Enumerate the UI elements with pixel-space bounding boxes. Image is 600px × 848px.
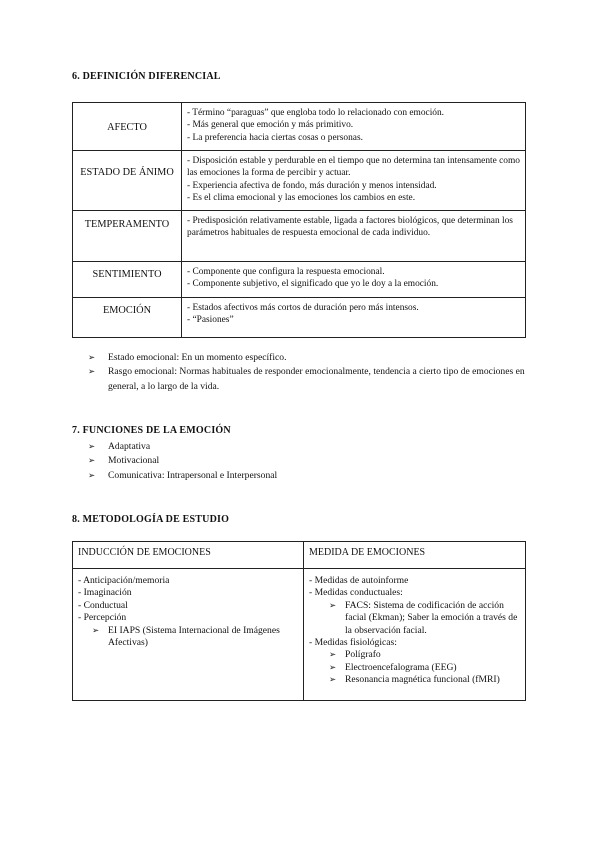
section-7-title: 7. FUNCIONES DE LA EMOCIÓN [72,425,231,436]
description-line: - Componente que configura la respuesta emocional. [187,267,385,277]
note-text: Rasgo emocional: Normas habituales de responder emocionalmente, tendencia a cierto tipo de emociones en general, a lo largo de la vida. [108,366,525,392]
list-item [78,625,298,650]
section-6-title: 6. DEFINICIÓN DIFERENCIAL [72,71,221,82]
arrow-bullet-icon: ➢ [92,625,100,636]
perception-sublist [78,625,298,650]
column-header-measurement: MEDIDA DE EMOCIONES [304,542,526,569]
arrow-bullet-icon: ➢ [88,353,96,363]
arrow-bullet-icon: ➢ [88,456,96,467]
table-row [73,103,526,151]
term-cell: ESTADO DE ÁNIMO [73,151,182,211]
list-item [309,674,520,686]
emotion-functions-list [88,440,528,483]
description-line: - Más general que emoción y más primitivo. [187,120,354,131]
list-item [309,600,520,637]
section-8-title: 8. METODOLOGÍA DE ESTUDIO [72,514,230,525]
description-line: - Disposición estable y perdurable en el tiempo que no determina tan intensamente como las emociones la forma de percibir y actuar. [187,156,520,179]
term-cell: EMOCIÓN [73,298,182,338]
description-line: - “Pasiones” [187,315,234,326]
induction-line: - Imaginación [78,587,132,599]
description-cell [182,211,526,262]
description-line: - Componente subjetivo, el significado que yo le doy a la emoción. [187,279,439,290]
list-item [309,649,520,661]
list-item [88,454,528,468]
table-row [73,151,526,211]
arrow-bullet-icon: ➢ [329,600,337,611]
list-item [88,351,528,365]
differential-definition-table [72,102,526,338]
arrow-bullet-icon: ➢ [88,470,96,481]
facs-text: FACS: Sistema de codificación de acción facial (Ekman); Saber la emoción a través de la observación facial. [345,599,518,636]
study-methodology-table [72,541,526,701]
description-cell [182,103,526,151]
induction-cell [73,569,304,701]
measurement-line: - Medidas de autoinforme [309,575,409,586]
description-line: - Es el clima emocional y las emociones los cambios en este. [187,193,416,204]
arrow-bullet-icon: ➢ [329,662,337,673]
arrow-bullet-icon: ➢ [88,442,96,452]
function-text: Comunicativa: Intrapersonal e Interpersonal [108,469,278,481]
emotional-notes-list [88,351,528,394]
measurement-line: - Medidas fisiológicas: [309,637,397,649]
iaps-text: EI IAPS (Sistema Internacional de Imágenes Afectivas) [108,624,280,649]
induction-line: - Percepción [78,612,127,624]
term-cell: AFECTO [73,103,182,151]
description-line: - Predisposición relativamente estable, ligada a factores biológicos, que determinan los parámetros habituales de respuesta emocional de cada individuo. [187,216,513,239]
physiological-text: Resonancia magnética funcional (fMRI) [345,674,500,686]
arrow-bullet-icon: ➢ [329,650,337,661]
induction-line: - Conductual [78,599,128,611]
table-row [73,298,526,338]
note-text: Estado emocional: En un momento específico. [108,352,287,363]
arrow-bullet-icon: ➢ [88,367,96,378]
column-header-induction: INDUCCIÓN DE EMOCIONES [73,542,304,569]
description-line: - La preferencia hacia ciertas cosas o personas. [187,132,363,143]
description-line: - Experiencia afectiva de fondo, más duración y menos intensidad. [187,180,437,191]
measurement-cell [304,569,526,701]
term-cell: SENTIMIENTO [73,262,182,298]
function-text: Adaptativa [108,441,151,452]
table-header-row [73,542,526,569]
table-row [73,262,526,298]
description-cell [182,262,526,298]
description-line: - Término “paraguas” que engloba todo lo relacionado con emoción. [187,108,445,118]
arrow-bullet-icon: ➢ [329,675,337,686]
list-item [88,440,528,454]
induction-line: - Anticipación/memoria [78,575,170,586]
physiological-text: Polígrafo [345,649,381,661]
measurement-line: - Medidas conductuales: [309,587,403,599]
description-line: - Estados afectivos más cortos de duración pero más intensos. [187,303,419,313]
table-row [73,211,526,262]
list-item [88,469,528,483]
list-item [88,365,528,394]
table-row [73,569,526,701]
term-cell: TEMPERAMENTO [73,211,182,262]
description-cell [182,151,526,211]
physiological-text: Electroencefalograma (EEG) [345,661,457,673]
physiological-sublist [309,649,520,686]
list-item [309,662,520,674]
description-cell [182,298,526,338]
behavioral-sublist [309,600,520,637]
function-text: Motivacional [108,455,160,467]
